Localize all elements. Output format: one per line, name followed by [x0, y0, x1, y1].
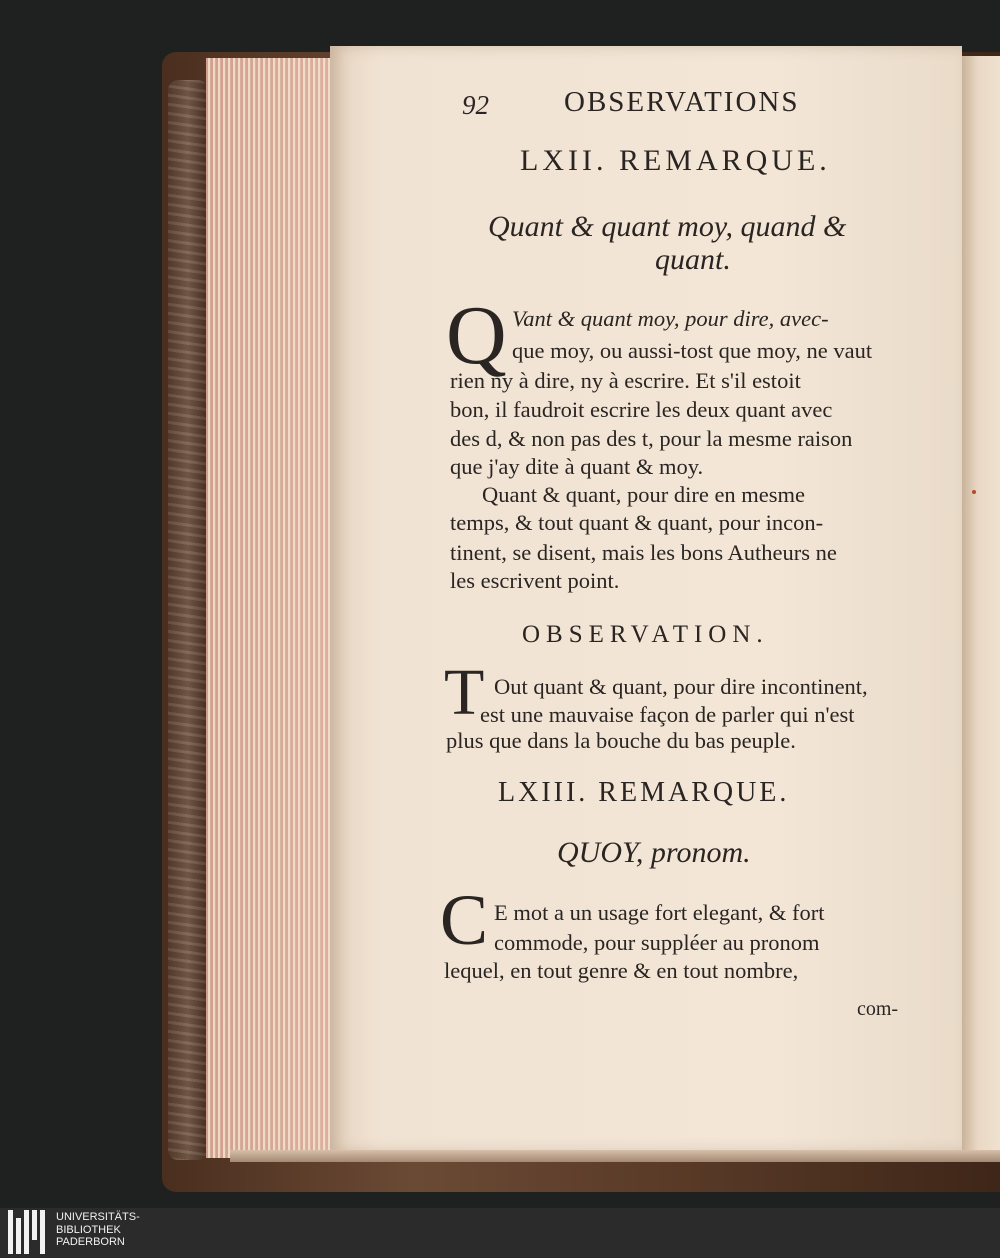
para1-line: que moy, ou aussi-tost que moy, ne vaut: [512, 338, 873, 363]
para4-line: E mot a un usage fort elegant, & fort: [494, 900, 825, 925]
para2-line: tinent, se disent, mais les bons Autheurs ne: [450, 540, 837, 565]
page-number: 92: [462, 90, 489, 120]
logo-line-1: UNIVERSITÄTS-: [56, 1211, 140, 1223]
remark-heading-63: LXIII. REMARQUE.: [498, 777, 790, 808]
library-logo-icon: [8, 1210, 52, 1254]
remark-title-62-line1: Quant & quant moy, quand &: [488, 210, 847, 243]
para3-line: plus que dans la bouche du bas peuple.: [446, 728, 796, 753]
para1-line: rien ny à dire, ny à escrire. Et s'il estoit: [450, 368, 801, 393]
para2-line: Quant & quant, pour dire en mesme: [482, 482, 806, 507]
observation-heading: OBSERVATION.: [522, 621, 769, 648]
para1-line: que j'ay dite à quant & moy.: [450, 454, 704, 479]
footer-bar: [0, 1208, 1000, 1258]
library-logo-text: [56, 1211, 140, 1249]
remark-title-62-line2: quant.: [655, 243, 731, 276]
logo-line-2: BIBLIOTHEK: [56, 1223, 121, 1236]
para2-line: les escrivent point.: [450, 568, 620, 593]
logo-line-3: PADERBORN: [56, 1236, 125, 1248]
para3-line: est une mauvaise façon de parler qui n'est: [480, 702, 855, 727]
drop-cap-q: Q: [446, 289, 507, 382]
catchword: com-: [857, 998, 899, 1020]
para1-line: des d, & non pas des t, pour la mesme raison: [450, 426, 853, 451]
para2-line: temps, & tout quant & quant, pour incon-: [450, 510, 824, 535]
para3-line: Out quant & quant, pour dire incontinent,: [494, 674, 868, 699]
running-head: OBSERVATIONS: [564, 86, 800, 118]
para4-line: lequel, en tout genre & en tout nombre,: [444, 958, 799, 983]
remark-title-63: QUOY, pronom.: [557, 836, 751, 869]
drop-cap-t: T: [444, 656, 485, 729]
para4-line: commode, pour suppléer au pronom: [494, 930, 820, 955]
para1-line: Vant & quant moy, pour dire, avec-: [512, 306, 829, 331]
remark-heading-62: LXII. REMARQUE.: [520, 144, 831, 177]
drop-cap-c: C: [440, 880, 489, 960]
para1-line: bon, il faudroit escrire les deux quant avec: [450, 397, 833, 422]
